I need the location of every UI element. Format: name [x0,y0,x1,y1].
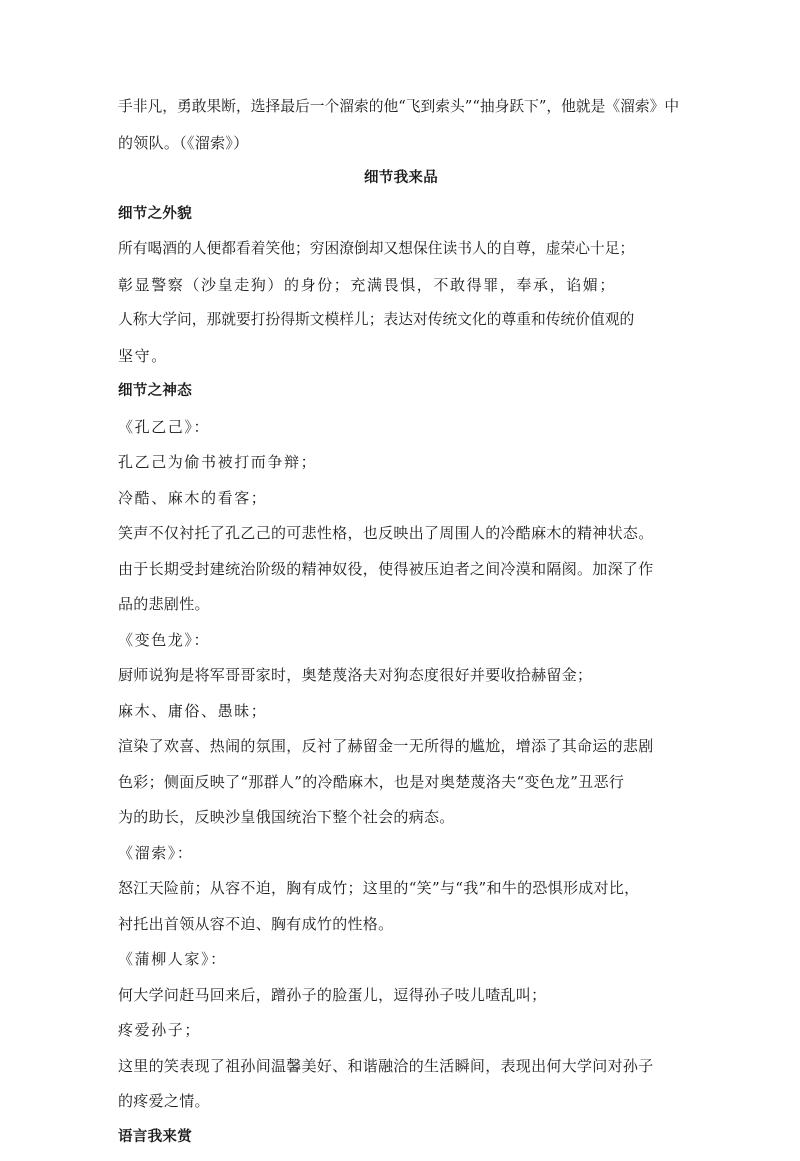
work-title: 《变色龙》： [118,630,211,649]
paragraph-line: 衬托出首领从容不迫、胸有成竹的性格。 [118,914,394,933]
paragraph-line: 麻木、庸俗、愚昧； [118,701,268,720]
subsection-heading: 细节之外貌 [118,205,192,222]
paragraph-line: 的领队。（《溜索》） [118,133,249,152]
subsection-heading: 细节之神态 [118,383,192,399]
paragraph-line: 这里的笑表现了祖孙间温馨美好、和谐融洽的生活瞬间，表现出何大学问对孙子 [118,1056,654,1075]
paragraph-line: 色彩；侧面反映了“那群人”的冷酷麻木，也是对奥楚蔑洛夫“变色龙”丑恶行 [118,772,625,791]
paragraph-line: 渲染了欢喜、热闹的氛围，反衬了赫留金一无所得的尴尬，增添了其命运的悲剧 [118,737,654,755]
paragraph-line: 冷酷、麻木的看客； [118,488,268,507]
paragraph-line: 人称大学问，那就要打扮得斯文模样儿；表达对传统文化的尊重和传统价值观的 [118,311,635,328]
document-page [118,96,684,1161]
paragraph-line: 笑声不仅衬托了孔乙己的可悲性格，也反映出了周围人的冷酷麻木的精神状态。 [118,524,654,542]
section-heading: 细节我来品 [364,170,438,186]
paragraph-line: 厨师说狗是将军哥哥家时，奥楚蔑洛夫对狗态度很好并要收拾赫留金； [118,666,593,684]
paragraph-line: 为的助长，反映沙皇俄国统治下整个社会的病态。 [118,808,455,826]
paragraph-line: 孔乙己为偷书被打而争辩； [118,453,318,471]
paragraph-line: 彰显警察（沙皇走狗）的身份；充满畏惧，不敢得罪，奉承，谄媚； [118,275,617,294]
paragraph-line: 手非凡，勇敢果断，选择最后一个溜索的他“飞到索头”“抽身跃下”，他就是《溜索》中 [118,98,680,115]
paragraph-line: 疼爱孙子； [118,1021,202,1039]
paragraph-line: 品的悲剧性。 [118,595,210,613]
paragraph-line: 何大学问赶马回来后，蹭孙子的脸蛋儿，逗得孙子吱儿喳乱叫； [118,985,547,1004]
paragraph-line: 怒江天险前；从容不迫，胸有成竹；这里的“笑”与“我”和牛的恐惧形成对比， [118,879,640,897]
work-title: 《蒲柳人家》： [118,950,227,968]
paragraph-line: 坚守。 [118,346,168,365]
paragraph-line: 的疼爱之情。 [118,1092,210,1110]
work-title: 《溜索》： [118,843,194,862]
paragraph-line: 所有喝酒的人便都看着笑他；穷困潦倒却又想保住读书人的自尊，虚荣心十足； [118,240,635,257]
work-title: 《孔乙己》： [118,417,211,436]
section-heading: 语言我来赏 [118,1128,192,1145]
paragraph-line: 由于长期受封建统治阶级的精神奴役，使得被压迫者之间冷漠和隔阂。加深了作 [118,559,654,578]
